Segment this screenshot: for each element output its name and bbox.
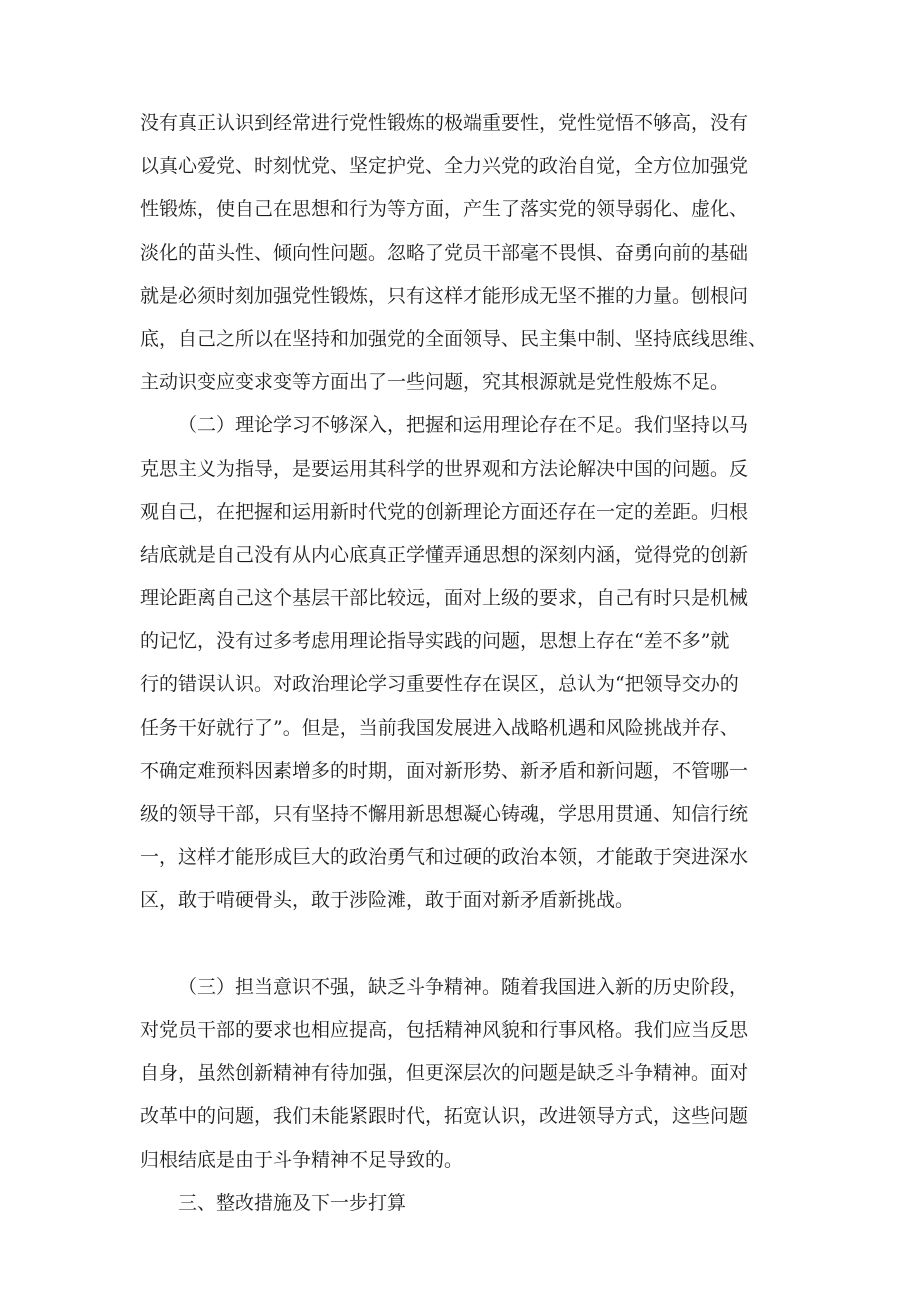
section-heading: 三、整改措施及下一步打算 xyxy=(178,1191,407,1214)
text-line: 对党员干部的要求也相应提高，包括精神风貌和行事风格。我们应当反思 xyxy=(140,1018,749,1041)
text-line: 以真心爱党、时刻忧党、坚定护党、全力兴党的政治自觉，全方位加强党 xyxy=(140,155,749,178)
text-line: 自身，虽然创新精神有待加强，但更深层次的问题是缺乏斗争精神。面对 xyxy=(140,1062,749,1085)
text-line: 不确定难预料因素增多的时期，面对新形势、新矛盾和新问题，不管哪一 xyxy=(140,759,749,782)
text-line: 改革中的问题，我们未能紧跟时代，拓宽认识，改进领导方式，这些问题 xyxy=(140,1105,749,1128)
text-line: 级的领导干部，只有坚持不懈用新思想凝心铸魂，学思用贯通、知信行统 xyxy=(140,803,749,825)
text-line: 主动识变应变求变等方面出了一些问题，究其根源就是党性般炼不足。 xyxy=(140,371,730,394)
text-line: 底，自己之所以在坚持和加强党的全面领导、民主集中制、坚持底线思维、 xyxy=(140,327,768,350)
text-line: 观自己，在把握和运用新时代党的创新理论方面还存在一定的差距。归根 xyxy=(140,500,749,523)
text-line: 一，这样才能形成巨大的政治勇气和过硬的政治本领，才能敢于突进深水 xyxy=(140,846,749,869)
paragraph-responsibility xyxy=(140,966,800,1182)
text-line: 结底就是自己没有从内心底真正学懂弄通思想的深刻内涵，觉得党的创新 xyxy=(140,543,749,566)
text-line: 淡化的苗头性、倾向性问题。忽略了党员干部毫不畏惧、奋勇向前的基础 xyxy=(140,241,749,264)
text-line: 的记忆，没有过多考虑用理论指导实践的问题，思想上存在“差不多”就 xyxy=(140,630,730,653)
paragraph-theory-study xyxy=(140,404,800,965)
text-line: 行的错误认识。对政治理论学习重要性存在误区，总认为“把领导交办的 xyxy=(140,673,739,696)
text-line: 归根结底是由于斗争精神不足导致的。 xyxy=(140,1148,464,1171)
text-line: 区，敢于啃硬骨头，敢于涉险滩，敢于面对新矛盾新挑战。 xyxy=(140,889,635,912)
text-line: （二）理论学习不够深入，把握和运用理论存在不足。我们坚持以马 xyxy=(178,414,749,437)
text-line xyxy=(140,923,800,966)
text-line: 克思主义为指导，是要运用其科学的世界观和方法论解决中国的问题。反 xyxy=(140,457,749,480)
text-line: 没有真正认识到经常进行党性锻炼的极端重要性，党性觉悟不够高，没有 xyxy=(140,112,749,134)
text-line: 任务干好就行了”。但是，当前我国发展进入战略机遇和风险挑战并存、 xyxy=(140,716,739,739)
text-line: 理论距离自己这个基层干部比较远，面对上级的要求，自己有时只是机械 xyxy=(140,587,749,610)
paragraph-party-spirit xyxy=(140,102,800,404)
text-line: 性锻炼，使自己在思想和行为等方面，产生了落实党的领导弱化、虚化、 xyxy=(140,198,749,221)
text-line: （三）担当意识不强，缺乏斗争精神。随着我国进入新的历史阶段， xyxy=(178,975,749,998)
document-body xyxy=(140,102,800,1225)
text-line: 就是必须时刻加强党性锻炼，只有这样才能形成无坚不摧的力量。刨根问 xyxy=(140,284,749,307)
